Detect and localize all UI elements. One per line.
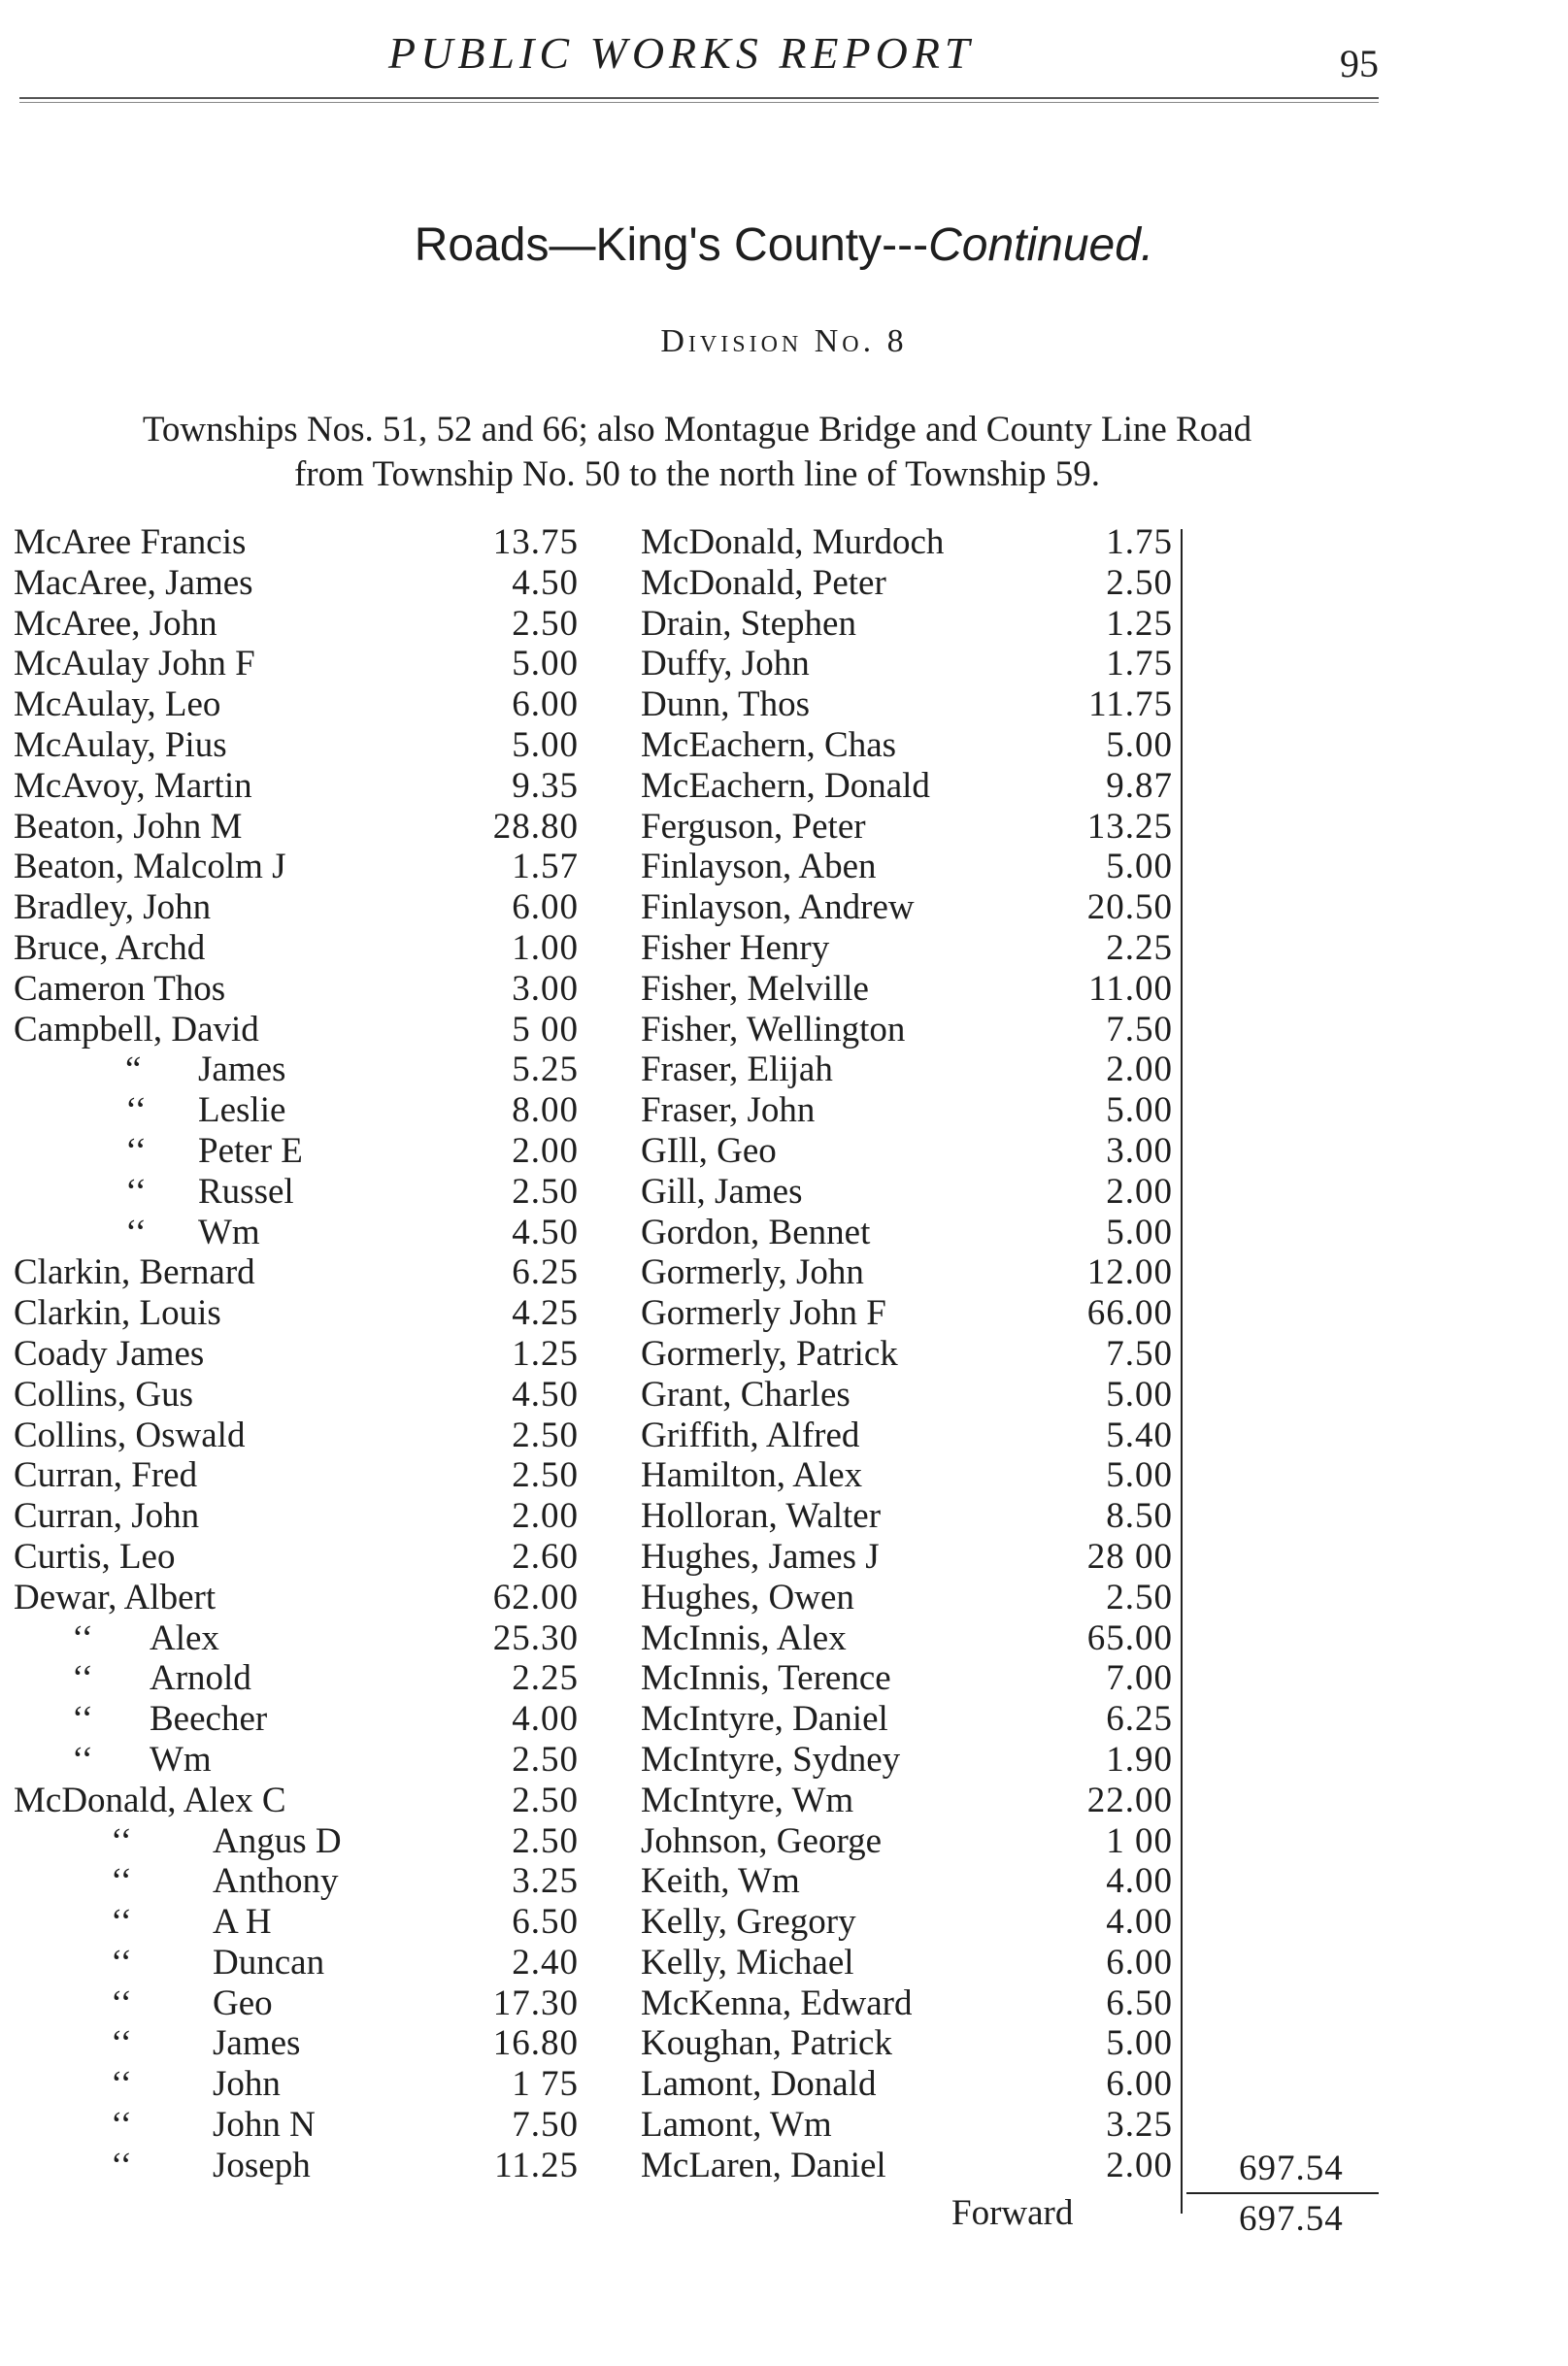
payee-name: Gordon, Bennet — [641, 1212, 871, 1252]
payee-name: McAulay John F — [14, 644, 255, 684]
ledger-row — [641, 684, 1418, 725]
ditto-mark: ‘‘ — [72, 1617, 93, 1658]
payee-name: Fraser, Elijah — [641, 1050, 833, 1090]
payment-amount: 9.35 — [512, 765, 579, 806]
ledger-row — [641, 2105, 1418, 2146]
payment-amount: 7.50 — [1106, 1009, 1173, 1050]
payment-amount: 1.00 — [512, 927, 579, 968]
payment-amount: 2.50 — [512, 1739, 579, 1780]
payee-name: GIll, Geo — [641, 1130, 777, 1171]
ditto-mark: ‘‘ — [111, 2145, 132, 2185]
payee-name: Cameron Thos — [14, 968, 226, 1009]
ledger-row — [641, 522, 1418, 563]
payment-amount: 12.00 — [1086, 1252, 1173, 1293]
ditto-mark: ‘‘ — [111, 1983, 132, 2023]
payment-amount: 5.00 — [1106, 1212, 1173, 1252]
given-name: Leslie — [198, 1090, 286, 1131]
payment-amount: 11.75 — [1088, 684, 1173, 725]
payment-amount: 11.00 — [1088, 968, 1173, 1009]
right-column — [641, 522, 1418, 2186]
payee-name: McDonald, Peter — [641, 562, 886, 603]
payment-amount: 4.00 — [1106, 1902, 1173, 1943]
payee-name: Campbell, David — [14, 1009, 259, 1050]
payee-name: Drain, Stephen — [641, 603, 856, 644]
running-header — [19, 21, 1379, 99]
payee-name: Dunn, Thos — [641, 684, 811, 725]
payment-amount: 1 75 — [512, 2064, 579, 2105]
payment-amount: 17.30 — [492, 1983, 579, 2023]
ledger-row — [641, 1213, 1418, 1253]
ditto-mark: ‘‘ — [72, 1658, 93, 1699]
given-name: Anthony — [213, 1861, 339, 1902]
ledger-row — [641, 1902, 1418, 1943]
ditto-mark: ‘‘ — [125, 1130, 147, 1171]
header-rule — [19, 97, 1379, 103]
payee-name: Griffith, Alfred — [641, 1415, 860, 1455]
payee-name: Bruce, Archd — [14, 927, 206, 968]
payee-name: McAulay, Leo — [14, 684, 221, 725]
payee-name: Fisher Henry — [641, 927, 830, 968]
payment-amount: 2.50 — [512, 1455, 579, 1496]
payee-name: McAree Francis — [14, 522, 247, 562]
forward-label: Forward — [951, 2193, 1074, 2233]
payee-name: Hughes, James J — [641, 1536, 880, 1577]
description-line-2: from Township No. 50 to the north line of Township 59. — [293, 454, 1101, 494]
payment-amount: 8.50 — [1106, 1496, 1173, 1537]
given-name: Joseph — [213, 2145, 311, 2185]
payee-name: MacAree, James — [14, 562, 253, 603]
payment-amount: 5.00 — [1106, 1090, 1173, 1131]
payment-amount: 6.00 — [512, 684, 579, 725]
ledger-row — [641, 1455, 1418, 1496]
ledger-row — [641, 928, 1418, 969]
payment-amount: 1.57 — [512, 847, 579, 887]
payment-amount: 5.40 — [1106, 1415, 1173, 1455]
payment-amount: 2.50 — [512, 603, 579, 644]
description-line-1: Townships Nos. 51, 52 and 66; also Montague Bridge and County Line Road — [142, 410, 1252, 450]
given-name: Peter E — [198, 1130, 303, 1171]
ditto-mark: ‘‘ — [111, 1861, 132, 1902]
ditto-mark: ‘‘ — [111, 1820, 132, 1861]
payee-name: McIntyre, Daniel — [641, 1699, 888, 1740]
payment-amount: 4.25 — [512, 1293, 579, 1334]
payment-amount: 2.40 — [512, 1942, 579, 1983]
ledger-row — [641, 1496, 1418, 1537]
ledger-row — [641, 1172, 1418, 1213]
ditto-mark: ‘‘ — [72, 1739, 93, 1780]
payee-name: Duffy, John — [641, 644, 810, 684]
payment-amount: 2.00 — [512, 1496, 579, 1537]
payee-name: Johnson, George — [641, 1820, 883, 1861]
payee-name: Gormerly, John — [641, 1252, 864, 1293]
payee-name: Lamont, Donald — [641, 2064, 877, 2105]
ledger-row — [641, 1821, 1418, 1862]
payment-amount: 2.25 — [512, 1658, 579, 1699]
ditto-mark: ‘‘ — [111, 2064, 132, 2105]
payment-amount: 3.00 — [512, 968, 579, 1009]
ledger-row — [641, 1943, 1418, 1983]
given-name: James — [198, 1050, 286, 1090]
payment-amount: 7.50 — [512, 2105, 579, 2146]
payee-name: McEachern, Chas — [641, 724, 897, 765]
total-rule — [1186, 2192, 1379, 2194]
payee-name: Gormerly John F — [641, 1293, 886, 1334]
ditto-mark: ‘‘ — [125, 1090, 147, 1131]
payment-amount: 2.50 — [512, 1415, 579, 1455]
ledger-row — [641, 1252, 1418, 1293]
payment-amount: 2.50 — [1106, 562, 1173, 603]
ditto-mark: ‘‘ — [111, 2023, 132, 2064]
payment-amount: 22.00 — [1086, 1780, 1173, 1820]
payment-amount: 1 00 — [1106, 1820, 1173, 1861]
payment-amount: 5.00 — [512, 724, 579, 765]
payee-name: Curtis, Leo — [14, 1536, 176, 1577]
payment-amount: 2.00 — [1106, 2145, 1173, 2185]
ledger-row — [641, 1537, 1418, 1578]
payee-name: Kelly, Michael — [641, 1942, 854, 1983]
payment-amount: 5.25 — [512, 1050, 579, 1090]
ledger-row — [641, 563, 1418, 604]
division-heading: Division No. 8 — [660, 323, 908, 359]
ledger-row — [641, 807, 1418, 848]
payee-name: Hamilton, Alex — [641, 1455, 863, 1496]
ditto-mark: ‘‘ — [111, 1902, 132, 1943]
payee-name: Beaton, John M — [14, 806, 243, 847]
given-name: Wm — [198, 1212, 260, 1252]
payee-name: McInnis, Terence — [641, 1658, 891, 1699]
payee-name: Clarkin, Louis — [14, 1293, 221, 1334]
payee-name: Kelly, Gregory — [641, 1902, 856, 1943]
payee-name: Gill, James — [641, 1171, 803, 1212]
given-name: Alex — [150, 1617, 219, 1658]
payment-amount: 2.50 — [1106, 1577, 1173, 1617]
ledger-row — [641, 847, 1418, 887]
given-name: Beecher — [150, 1699, 268, 1740]
payee-name: McIntyre, Sydney — [641, 1739, 901, 1780]
payee-name: McDonald, Alex C — [14, 1780, 286, 1820]
given-name: Angus D — [213, 1820, 342, 1861]
ledger-row — [641, 1983, 1418, 2024]
forward-amount: 697.54 — [1239, 2199, 1344, 2239]
ledger-row — [641, 969, 1418, 1010]
payment-amount: 11.25 — [494, 2145, 579, 2185]
payment-amount: 4.00 — [512, 1699, 579, 1740]
payment-amount: 4.50 — [512, 1374, 579, 1415]
ledger-row — [641, 1334, 1418, 1375]
payment-amount: 2.50 — [512, 1820, 579, 1861]
payee-name: McAree, John — [14, 603, 217, 644]
payee-name: Ferguson, Peter — [641, 806, 866, 847]
given-name: John — [213, 2064, 281, 2105]
payment-amount: 3.00 — [1106, 1130, 1173, 1171]
payment-amount: 20.50 — [1086, 887, 1173, 928]
payment-amount: 5.00 — [1106, 1374, 1173, 1415]
payee-name: Beaton, Malcolm J — [14, 847, 286, 887]
payee-name: Collins, Oswald — [14, 1415, 246, 1455]
ditto-mark: ‘‘ — [111, 2105, 132, 2146]
payee-name: Finlayson, Andrew — [641, 887, 915, 928]
ledger-row — [641, 1740, 1418, 1781]
payee-name: McIntyre, Wm — [641, 1780, 854, 1820]
given-name: James — [213, 2023, 301, 2064]
ditto-mark: ‘‘ — [125, 1212, 147, 1252]
payment-amount: 13.75 — [492, 522, 579, 562]
ledger-row — [641, 1293, 1418, 1334]
ledger-row — [641, 887, 1418, 928]
ledger-row — [641, 1090, 1418, 1131]
ledger-row — [641, 1658, 1418, 1699]
payment-amount: 2.50 — [512, 1171, 579, 1212]
payment-amount: 5 00 — [512, 1009, 579, 1050]
payment-amount: 2.00 — [1106, 1171, 1173, 1212]
ledger-row — [641, 1131, 1418, 1172]
payment-amount: 2.25 — [1106, 927, 1173, 968]
payee-name: Keith, Wm — [641, 1861, 800, 1902]
ledger-row — [641, 1010, 1418, 1050]
payment-amount: 9.87 — [1106, 765, 1173, 806]
page-number: 95 — [1340, 42, 1379, 85]
ledger-row — [641, 2023, 1418, 2064]
payee-name: Collins, Gus — [14, 1374, 194, 1415]
ditto-mark: ‘‘ — [125, 1171, 147, 1212]
payment-amount: 1.25 — [1106, 603, 1173, 644]
payment-amount: 4.50 — [512, 1212, 579, 1252]
payee-name: Finlayson, Aben — [641, 847, 877, 887]
payment-amount: 1.25 — [512, 1333, 579, 1374]
payee-name: McAvoy, Martin — [14, 765, 252, 806]
payment-amount: 5.00 — [1106, 1455, 1173, 1496]
payee-name: Bradley, John — [14, 887, 212, 928]
payment-amount: 4.00 — [1106, 1861, 1173, 1902]
payment-amount: 16.80 — [492, 2023, 579, 2064]
payment-amount: 5.00 — [1106, 724, 1173, 765]
payment-amount: 2.00 — [512, 1130, 579, 1171]
payee-name: McLaren, Daniel — [641, 2145, 886, 2185]
payment-amount: 3.25 — [1106, 2105, 1173, 2146]
ledger-row — [641, 1618, 1418, 1659]
ledger-row — [641, 1781, 1418, 1821]
ledger-row — [641, 2064, 1418, 2105]
ledger-row — [641, 1699, 1418, 1740]
payee-name: Lamont, Wm — [641, 2105, 832, 2146]
given-name: Arnold — [150, 1658, 251, 1699]
payee-name: Curran, Fred — [14, 1455, 198, 1496]
payee-name: Fraser, John — [641, 1090, 816, 1131]
payment-amount: 6.00 — [512, 887, 579, 928]
subtotal-amount: 697.54 — [1239, 2149, 1344, 2188]
ledger-row — [641, 1050, 1418, 1090]
payment-amount: 28.80 — [492, 806, 579, 847]
payment-amount: 28 00 — [1086, 1536, 1173, 1577]
payment-amount: 5.00 — [512, 644, 579, 684]
ledger-row — [641, 725, 1418, 766]
ditto-mark: ‘‘ — [111, 1942, 132, 1983]
payment-amount: 6.50 — [1106, 1983, 1173, 2023]
payee-name: McEachern, Donald — [641, 765, 930, 806]
given-name: Russel — [198, 1171, 294, 1212]
payment-amount: 6.50 — [512, 1902, 579, 1943]
payment-amount: 5.00 — [1106, 847, 1173, 887]
payee-name: Hughes, Owen — [641, 1577, 854, 1617]
payee-name: Fisher, Melville — [641, 968, 869, 1009]
payment-amount: 1.75 — [1106, 522, 1173, 562]
payment-amount: 2.00 — [1106, 1050, 1173, 1090]
payment-amount: 7.50 — [1106, 1333, 1173, 1374]
payment-amount: 4.50 — [512, 562, 579, 603]
payment-amount: 2.50 — [512, 1780, 579, 1820]
ledger-row — [641, 1578, 1418, 1618]
running-title: PUBLIC WORKS REPORT — [388, 28, 975, 78]
payee-name: McDonald, Murdoch — [641, 522, 945, 562]
payment-amount: 6.00 — [1106, 1942, 1173, 1983]
payment-amount: 66.00 — [1086, 1293, 1173, 1334]
ditto-mark: “ — [125, 1050, 142, 1090]
payee-name: McAulay, Pius — [14, 724, 227, 765]
payment-amount: 1.75 — [1106, 644, 1173, 684]
payment-amount: 2.60 — [512, 1536, 579, 1577]
payment-amount: 7.00 — [1106, 1658, 1173, 1699]
payment-amount: 1.90 — [1106, 1739, 1173, 1780]
section-title-continued: Continued. — [928, 219, 1154, 271]
ditto-mark: ‘‘ — [72, 1699, 93, 1740]
ledger-row — [641, 604, 1418, 645]
payment-amount: 6.25 — [1106, 1699, 1173, 1740]
payee-name: Dewar, Albert — [14, 1577, 217, 1617]
payment-amount: 65.00 — [1086, 1617, 1173, 1658]
ledger-row — [641, 1861, 1418, 1902]
ledger-row — [641, 644, 1418, 684]
payee-name: Clarkin, Bernard — [14, 1252, 255, 1293]
payment-amount: 6.00 — [1106, 2064, 1173, 2105]
payee-name: Holloran, Walter — [641, 1496, 882, 1537]
payee-name: Coady James — [14, 1333, 205, 1374]
given-name: A H — [213, 1902, 272, 1943]
payment-amount: 5.00 — [1106, 2023, 1173, 2064]
payee-name: Koughan, Patrick — [641, 2023, 892, 2064]
ledger-row — [641, 1375, 1418, 1416]
given-name: Geo — [213, 1983, 273, 2023]
payee-name: Grant, Charles — [641, 1374, 851, 1415]
payment-amount: 6.25 — [512, 1252, 579, 1293]
payment-amount: 13.25 — [1086, 806, 1173, 847]
division-description — [17, 408, 1377, 497]
payee-name: McInnis, Alex — [641, 1617, 847, 1658]
ledger-row — [641, 1416, 1418, 1456]
given-name: Wm — [150, 1739, 212, 1780]
ledger-row — [641, 766, 1418, 807]
amount-column-rule — [1181, 529, 1183, 2214]
payment-amount: 62.00 — [492, 1577, 579, 1617]
payee-name: Fisher, Wellington — [641, 1009, 906, 1050]
payee-name: Curran, John — [14, 1496, 200, 1537]
payment-amount: 3.25 — [512, 1861, 579, 1902]
section-title — [0, 218, 1568, 272]
given-name: Duncan — [213, 1942, 325, 1983]
section-title-main: Roads—King's County--- — [414, 219, 929, 271]
payee-name: McKenna, Edward — [641, 1983, 913, 2023]
payee-name: Gormerly, Patrick — [641, 1333, 898, 1374]
given-name: John N — [213, 2105, 316, 2146]
payment-amount: 25.30 — [492, 1617, 579, 1658]
payment-amount: 8.00 — [512, 1090, 579, 1131]
